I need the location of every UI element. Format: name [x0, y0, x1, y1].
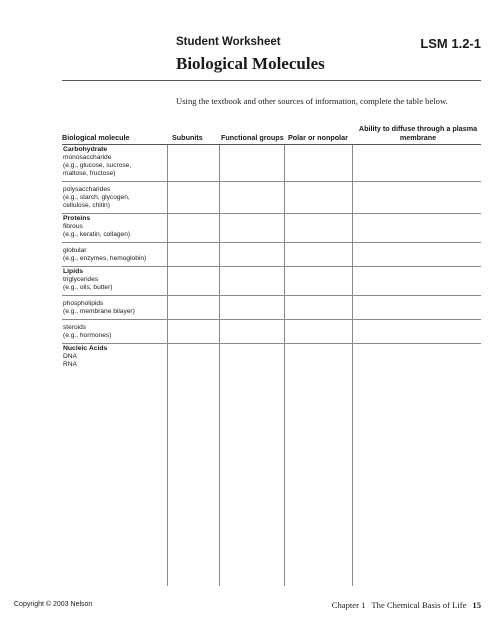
molecule-line: (e.g., starch, glycogen,	[63, 194, 130, 201]
molecule-line: globular	[63, 247, 87, 254]
category-label: Nucleic Acids	[63, 345, 108, 352]
functional-groups-answer-cell[interactable]	[219, 243, 284, 266]
polarity-answer-cell[interactable]	[284, 214, 352, 242]
footer-chapter	[332, 600, 481, 610]
subunits-answer-cell[interactable]	[167, 145, 219, 181]
diffusion-answer-cell[interactable]	[352, 145, 481, 181]
polarity-answer-cell[interactable]	[284, 243, 352, 266]
molecule-line: polysaccharides	[63, 186, 111, 193]
functional-groups-answer-cell[interactable]	[219, 320, 284, 343]
category-label: Carbohydrate	[63, 146, 108, 153]
footer-copyright: Copyright © 2003 Nelson	[14, 601, 93, 608]
table-row	[62, 296, 481, 320]
diffusion-answer-cell[interactable]	[352, 344, 481, 586]
polarity-answer-cell[interactable]	[284, 296, 352, 319]
molecule-line: phospholipids	[63, 300, 104, 307]
functional-groups-answer-cell[interactable]	[219, 145, 284, 181]
subunits-answer-cell[interactable]	[167, 267, 219, 295]
molecule-cell	[62, 214, 167, 242]
molecule-line: DNA	[63, 353, 77, 360]
functional-groups-answer-cell[interactable]	[219, 182, 284, 213]
instruction-text: Using the textbook and other sources of information, complete the table below.	[176, 96, 448, 106]
table-row	[62, 320, 481, 344]
diffusion-answer-cell[interactable]	[352, 182, 481, 213]
subunits-answer-cell[interactable]	[167, 243, 219, 266]
diffusion-answer-cell[interactable]	[352, 296, 481, 319]
column-header-polarity: Polar or nonpolar	[288, 133, 348, 142]
molecule-line: (e.g., membrane bilayer)	[63, 308, 135, 315]
molecule-line: (e.g., enzymes, hemoglobin)	[63, 255, 147, 262]
polarity-answer-cell[interactable]	[284, 145, 352, 181]
functional-groups-answer-cell[interactable]	[219, 296, 284, 319]
subunits-answer-cell[interactable]	[167, 320, 219, 343]
molecule-line: cellulose, chitin)	[63, 202, 110, 209]
subunits-answer-cell[interactable]	[167, 344, 219, 586]
table-row	[62, 267, 481, 296]
molecule-line: (e.g., keratin, collagen)	[63, 231, 131, 238]
molecule-cell	[62, 267, 167, 295]
molecule-line: (e.g., oils, butter)	[63, 284, 113, 291]
subunits-answer-cell[interactable]	[167, 182, 219, 213]
table-row	[62, 344, 481, 586]
molecule-line: RNA	[63, 361, 77, 368]
category-label: Proteins	[63, 215, 91, 222]
molecule-cell	[62, 320, 167, 343]
diffusion-answer-cell[interactable]	[352, 214, 481, 242]
molecule-line: monosaccharide	[63, 154, 112, 161]
molecule-cell	[62, 296, 167, 319]
diffusion-answer-cell[interactable]	[352, 243, 481, 266]
polarity-answer-cell[interactable]	[284, 182, 352, 213]
column-header-subunits: Subunits	[172, 133, 203, 142]
molecule-cell	[62, 145, 167, 181]
molecule-line: (e.g., hormones)	[63, 332, 112, 339]
functional-groups-answer-cell[interactable]	[219, 267, 284, 295]
diffusion-answer-cell[interactable]	[352, 320, 481, 343]
worksheet-table	[62, 145, 481, 586]
subunits-answer-cell[interactable]	[167, 214, 219, 242]
chapter-title: The Chemical Basis of Life	[371, 600, 467, 610]
molecule-line: triglycerides	[63, 276, 99, 283]
top-rule	[62, 80, 481, 81]
polarity-answer-cell[interactable]	[284, 344, 352, 586]
molecule-line: fibrous	[63, 223, 83, 230]
page-number: 15	[472, 600, 481, 610]
column-header-functional-groups: Functional groups	[221, 133, 284, 142]
table-row	[62, 214, 481, 243]
column-header-molecule: Biological molecule	[62, 133, 130, 142]
table-row	[62, 243, 481, 267]
chapter-number: Chapter 1	[331, 600, 366, 610]
table-row	[62, 182, 481, 214]
page-title: Biological Molecules	[176, 54, 325, 73]
diffusion-answer-cell[interactable]	[352, 267, 481, 295]
category-label: Lipids	[63, 268, 84, 275]
molecule-cell	[62, 182, 167, 213]
table-row	[62, 145, 481, 182]
molecule-line: steroids	[63, 324, 87, 331]
worksheet-label: Student Worksheet	[176, 36, 281, 48]
polarity-answer-cell[interactable]	[284, 320, 352, 343]
molecule-line: (e.g., glucose, sucrose,	[63, 162, 132, 169]
molecule-cell	[62, 243, 167, 266]
column-header-diffusion: Ability to diffuse through a plasma membrane	[358, 124, 478, 142]
worksheet-code: LSM 1.2-1	[420, 36, 481, 51]
molecule-cell	[62, 344, 167, 586]
functional-groups-answer-cell[interactable]	[219, 344, 284, 586]
molecule-line: maltose, fructose)	[63, 170, 116, 177]
functional-groups-answer-cell[interactable]	[219, 214, 284, 242]
polarity-answer-cell[interactable]	[284, 267, 352, 295]
subunits-answer-cell[interactable]	[167, 296, 219, 319]
